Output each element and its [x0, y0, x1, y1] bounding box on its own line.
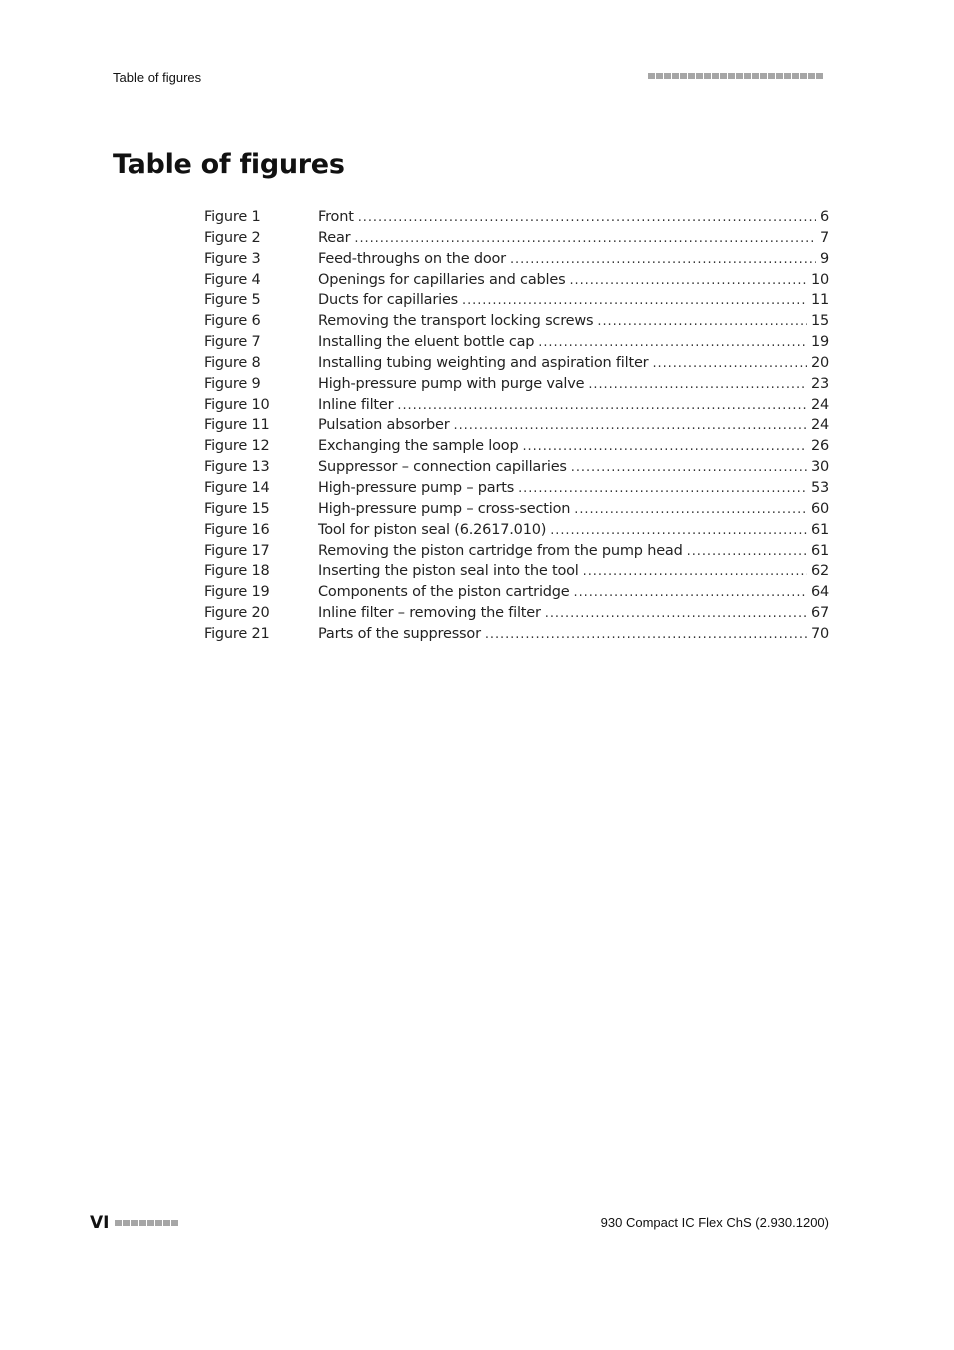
figure-title: Inserting the piston seal into the tool [318, 563, 579, 580]
figure-page-number: 20 [810, 354, 829, 371]
figure-label: Figure 4 [204, 271, 261, 288]
header-decorative-squares [648, 73, 823, 79]
running-header-section: Table of figures [113, 70, 202, 85]
dot-leader [538, 333, 807, 354]
figure-entry[interactable] [204, 395, 829, 416]
decorative-square [688, 73, 695, 79]
decorative-square [131, 1220, 138, 1226]
dot-leader [354, 229, 816, 250]
figure-title: Inline filter – removing the filter [318, 605, 541, 622]
figure-page-number: 64 [810, 584, 829, 601]
figure-entry[interactable] [204, 311, 829, 332]
figure-entry[interactable] [204, 249, 829, 270]
figure-title: Removing the piston cartridge from the pump head [318, 542, 683, 559]
decorative-square [744, 73, 751, 79]
page-number: VI [90, 1213, 110, 1233]
figure-page-number: 15 [810, 313, 829, 330]
figure-entry[interactable] [204, 457, 829, 478]
figure-page-number: 67 [810, 605, 829, 622]
figure-entry[interactable] [204, 520, 829, 541]
figure-page-number: 70 [810, 625, 829, 642]
figure-page-number: 30 [810, 459, 829, 476]
dot-leader [522, 437, 806, 458]
figure-page-number: 53 [810, 479, 829, 496]
decorative-square [147, 1220, 154, 1226]
figure-label: Figure 2 [204, 229, 261, 246]
figure-entry[interactable] [204, 374, 829, 395]
dot-leader [454, 416, 807, 437]
figure-entry[interactable] [204, 290, 829, 311]
figure-title: High-pressure pump with purge valve [318, 375, 585, 392]
figure-page-number: 11 [810, 292, 829, 309]
figure-label: Figure 7 [204, 334, 261, 351]
figure-page-number: 23 [810, 375, 829, 392]
decorative-square [752, 73, 759, 79]
decorative-square [155, 1220, 162, 1226]
footer-decorative-squares [115, 1220, 178, 1226]
figure-label: Figure 5 [204, 292, 261, 309]
dot-leader [571, 458, 807, 479]
decorative-square [776, 73, 783, 79]
figure-label: Figure 20 [204, 605, 270, 622]
decorative-square [792, 73, 799, 79]
figure-page-number: 9 [819, 250, 829, 267]
figure-label: Figure 9 [204, 375, 261, 392]
figure-title: Components of the piston cartridge [318, 584, 570, 601]
decorative-square [720, 73, 727, 79]
figure-title: Inline filter [318, 396, 394, 413]
decorative-square [712, 73, 719, 79]
decorative-square [808, 73, 815, 79]
figure-entry[interactable] [204, 207, 829, 228]
dot-leader [574, 500, 807, 521]
figure-label: Figure 17 [204, 542, 270, 559]
decorative-square [648, 73, 655, 79]
figure-page-number: 62 [810, 563, 829, 580]
decorative-square [728, 73, 735, 79]
dot-leader [485, 625, 807, 646]
figure-label: Figure 14 [204, 479, 270, 496]
figure-page-number: 26 [810, 438, 829, 455]
figure-entry[interactable] [204, 561, 829, 582]
figure-title: Feed-throughs on the door [318, 250, 506, 267]
figure-page-number: 61 [810, 521, 829, 538]
decorative-square [816, 73, 823, 79]
figure-label: Figure 15 [204, 500, 270, 517]
figure-label: Figure 10 [204, 396, 270, 413]
figure-label: Figure 6 [204, 313, 261, 330]
figure-title: Exchanging the sample loop [318, 438, 519, 455]
figure-title: Tool for piston seal (6.2617.010) [318, 521, 547, 538]
figure-page-number: 24 [810, 396, 829, 413]
figure-title: Rear [318, 229, 351, 246]
decorative-square [171, 1220, 178, 1226]
dot-leader [597, 312, 807, 333]
dot-leader [569, 271, 807, 292]
dot-leader [358, 208, 816, 229]
figure-entry[interactable] [204, 353, 829, 374]
figure-label: Figure 11 [204, 417, 270, 434]
figure-entry[interactable] [204, 541, 829, 562]
figure-entry[interactable] [204, 332, 829, 353]
dot-leader [545, 604, 807, 625]
decorative-square [704, 73, 711, 79]
figure-title: Installing the eluent bottle cap [318, 334, 535, 351]
figure-page-number: 6 [819, 209, 829, 225]
figure-label: Figure 8 [204, 354, 261, 371]
figure-entry[interactable] [204, 270, 829, 291]
footer-document-title: 930 Compact IC Flex ChS (2.930.1200) [600, 1215, 829, 1230]
figure-label: Figure 1 [204, 209, 261, 225]
decorative-square [696, 73, 703, 79]
figure-page-number: 61 [810, 542, 829, 559]
decorative-square [656, 73, 663, 79]
figure-label: Figure 12 [204, 438, 270, 455]
figure-title: Suppressor – connection capillaries [318, 459, 567, 476]
decorative-square [163, 1220, 170, 1226]
figure-entry[interactable] [204, 624, 829, 645]
figure-title: Removing the transport locking screws [318, 313, 594, 330]
page-title: Table of figures [113, 149, 345, 180]
dot-leader [687, 542, 807, 563]
decorative-square [680, 73, 687, 79]
dot-leader [510, 250, 816, 271]
figure-entry[interactable] [204, 582, 829, 603]
figure-entry[interactable] [204, 478, 829, 499]
figure-label: Figure 3 [204, 250, 261, 267]
dot-leader [583, 562, 807, 583]
figure-title: Installing tubing weighting and aspiration filter [318, 354, 649, 371]
figure-page-number: 24 [810, 417, 829, 434]
figure-label: Figure 18 [204, 563, 270, 580]
dot-leader [652, 354, 807, 375]
figure-label: Figure 19 [204, 584, 270, 601]
figure-page-number: 7 [819, 229, 829, 246]
figure-title: High-pressure pump – cross-section [318, 500, 571, 517]
figure-title: Parts of the suppressor [318, 625, 481, 642]
figure-title: Openings for capillaries and cables [318, 271, 566, 288]
figure-page-number: 19 [810, 334, 829, 351]
decorative-square [768, 73, 775, 79]
decorative-square [800, 73, 807, 79]
decorative-square [736, 73, 743, 79]
figure-page-number: 10 [810, 271, 829, 288]
dot-leader [550, 521, 807, 542]
table-of-figures-list [204, 207, 829, 645]
decorative-square [123, 1220, 130, 1226]
figure-title: High-pressure pump – parts [318, 479, 515, 496]
figure-label: Figure 13 [204, 459, 270, 476]
decorative-square [139, 1220, 146, 1226]
figure-title: Ducts for capillaries [318, 292, 459, 309]
decorative-square [664, 73, 671, 79]
figure-entry[interactable] [204, 499, 829, 520]
figure-entry[interactable] [204, 415, 829, 436]
figure-page-number: 60 [810, 500, 829, 517]
figure-entry[interactable] [204, 436, 829, 457]
decorative-square [760, 73, 767, 79]
figure-label: Figure 16 [204, 521, 270, 538]
dot-leader [462, 291, 807, 312]
figure-entry[interactable] [204, 228, 829, 249]
decorative-square [784, 73, 791, 79]
dot-leader [397, 396, 807, 417]
dot-leader [518, 479, 807, 500]
dot-leader [588, 375, 807, 396]
figure-title: Front [318, 209, 354, 225]
figure-label: Figure 21 [204, 625, 270, 642]
footer-page-marker [90, 1213, 178, 1233]
decorative-square [672, 73, 679, 79]
decorative-square [115, 1220, 122, 1226]
figure-entry[interactable] [204, 603, 829, 624]
dot-leader [574, 583, 807, 604]
figure-title: Pulsation absorber [318, 417, 450, 434]
